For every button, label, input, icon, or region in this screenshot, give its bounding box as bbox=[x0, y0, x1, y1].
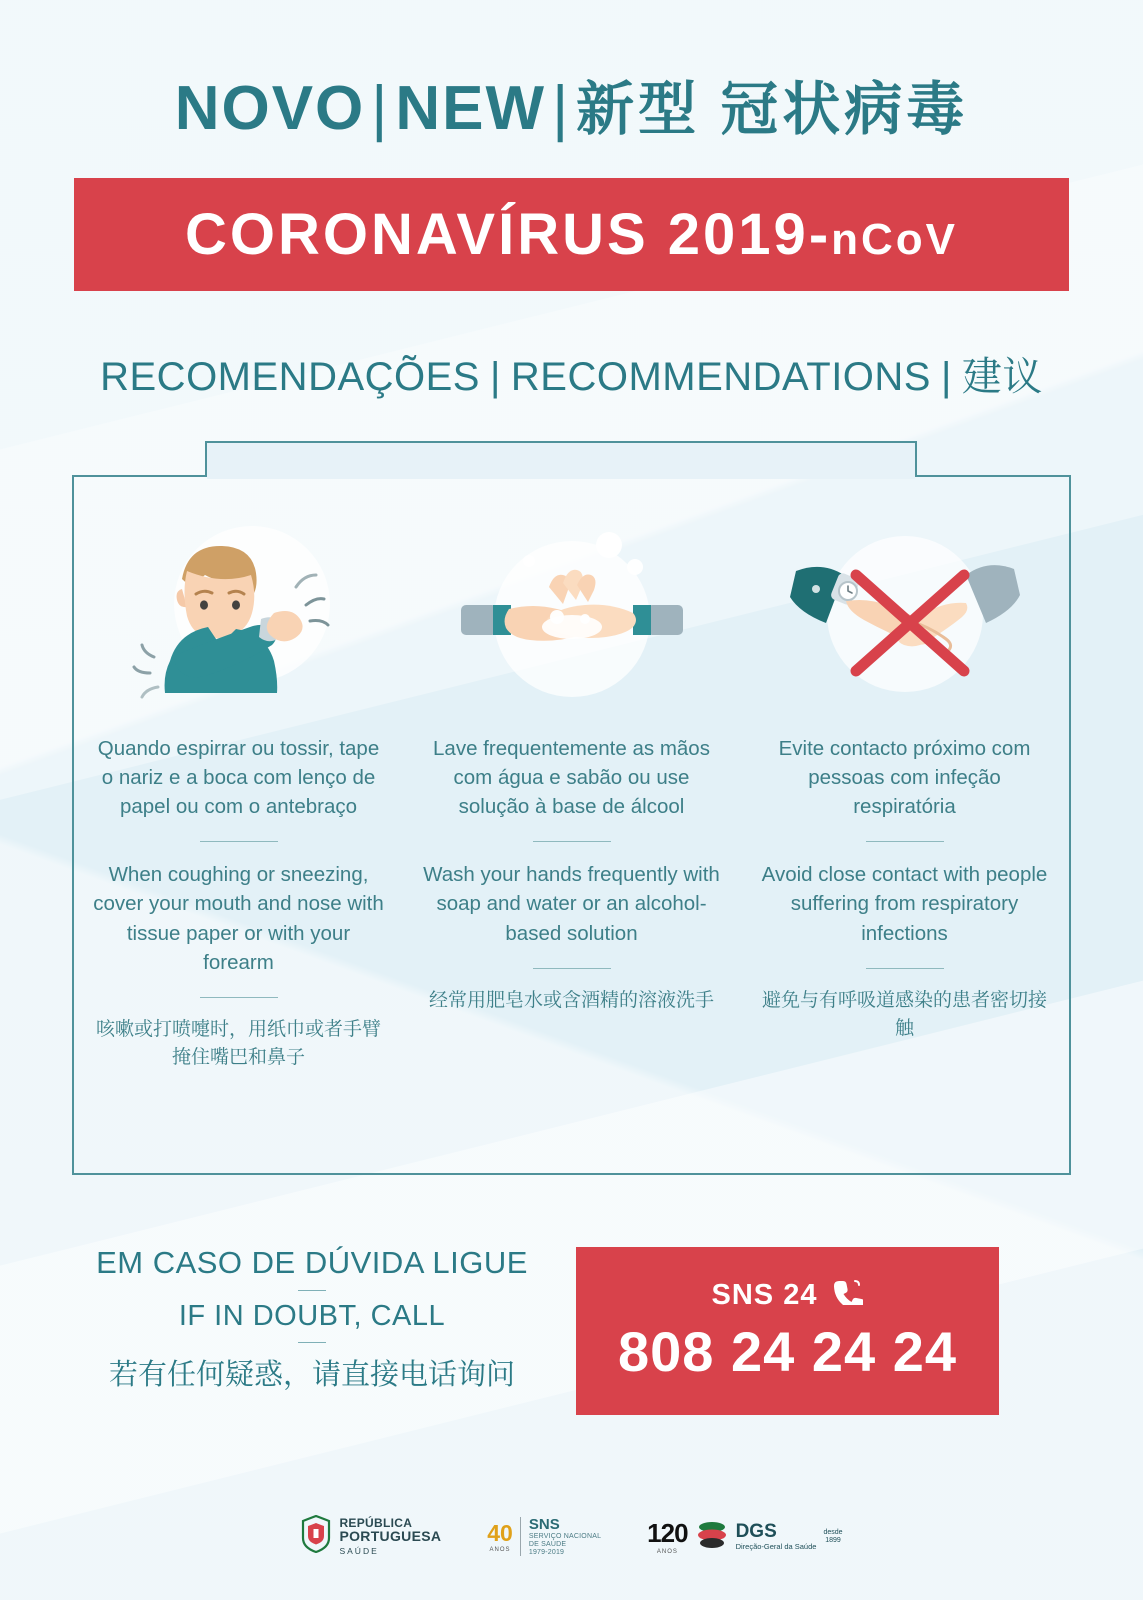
page-title bbox=[0, 62, 1143, 146]
frame-notch-mask bbox=[207, 473, 915, 479]
dgs-mark-icon bbox=[695, 1519, 729, 1554]
recommendation-1-cn: 咳嗽或打喷嚏时，用纸巾或者手臂掩住嘴巴和鼻子 bbox=[95, 1018, 381, 1069]
ncov-label: nCoV bbox=[831, 215, 959, 264]
phone-icon bbox=[829, 1279, 863, 1313]
dgs-line1: DGS bbox=[735, 1520, 777, 1542]
sns-logo-line2: SERVIÇO NACIONAL bbox=[528, 1533, 602, 1541]
anniversary-40-icon bbox=[487, 1520, 513, 1553]
sns-logo-line1: SNS bbox=[528, 1515, 560, 1533]
doubt-cn: 若有任何疑惑，请直接电话询问 bbox=[108, 1359, 515, 1391]
recommendations-separator-2: | bbox=[941, 355, 952, 399]
republica-line1: REPÚBLICA bbox=[339, 1515, 413, 1530]
frame-notch bbox=[205, 441, 917, 477]
title-new: NEW bbox=[395, 74, 547, 143]
divider bbox=[298, 1290, 326, 1291]
anniversary-120-number: 120 bbox=[647, 1518, 688, 1548]
dgs-text bbox=[736, 1522, 817, 1551]
title-separator-2: | bbox=[552, 74, 571, 143]
title-separator-1: | bbox=[371, 74, 390, 143]
anniversary-120-label: ANOS bbox=[656, 1549, 678, 1555]
portugal-shield-icon bbox=[300, 1515, 332, 1558]
sns24-callout[interactable] bbox=[576, 1247, 999, 1415]
dgs-logo bbox=[647, 1518, 842, 1555]
recommendation-2-en: Wash your hands frequently with soap and water or an alcohol-based solution bbox=[423, 863, 720, 945]
republica-line2: PORTUGUESA bbox=[339, 1528, 442, 1545]
title-novo: NOVO bbox=[174, 74, 366, 143]
recommendation-1-en: When coughing or sneezing, cover your mouth and nose with tissue paper or with your forearm bbox=[93, 863, 384, 974]
sns-logo-years: 1979-2019 bbox=[528, 1548, 565, 1556]
sns-40-anos-logo bbox=[487, 1517, 601, 1557]
doubt-block bbox=[72, 1245, 552, 1393]
republica-portuguesa-text bbox=[339, 1517, 441, 1556]
divider bbox=[533, 841, 611, 842]
recommendations-cn: 建议 bbox=[961, 355, 1043, 399]
recommendation-2-cn: 经常用肥皂水或含酒精的溶液洗手 bbox=[428, 989, 714, 1011]
sns24-phone-number[interactable]: 808 24 24 24 bbox=[618, 1319, 957, 1383]
title-chinese: 新型 冠状病毒 bbox=[576, 77, 969, 142]
sns-logo-line3: DE SAÚDE bbox=[528, 1540, 567, 1548]
recommendation-column-3 bbox=[738, 495, 1071, 1165]
coronavirus-band-text bbox=[185, 201, 958, 268]
dgs-since-year: 1899 bbox=[825, 1536, 841, 1544]
sns-logo-text bbox=[520, 1517, 601, 1557]
recommendations-en: RECOMMENDATIONS bbox=[510, 355, 931, 399]
coronavirus-red-band bbox=[74, 178, 1069, 291]
dgs-since-label: desde bbox=[823, 1528, 843, 1536]
wash-hands-icon bbox=[457, 509, 687, 724]
recommendation-1-pt: Quando espirrar ou tossir, tape o nariz e a boca com lenço de papel ou com o antebraço bbox=[97, 737, 380, 819]
divider bbox=[298, 1342, 326, 1343]
anniversary-40-label: ANOS bbox=[489, 1547, 511, 1553]
divider bbox=[533, 968, 611, 969]
recommendations-pt: RECOMENDAÇÕES bbox=[100, 355, 480, 399]
footer-logos bbox=[0, 1515, 1143, 1558]
sns24-label: SNS 24 bbox=[711, 1279, 818, 1311]
sneeze-into-elbow-icon bbox=[124, 509, 354, 724]
doubt-pt: EM CASO DE DÚVIDA LIGUE bbox=[96, 1245, 528, 1280]
dgs-line2: Direção-Geral da Saúde bbox=[735, 1541, 817, 1551]
divider bbox=[200, 997, 278, 998]
recommendation-3-en: Avoid close contact with people suffering from respiratory infections bbox=[761, 863, 1048, 945]
recommendation-column-2 bbox=[405, 495, 738, 1165]
anniversary-120-icon bbox=[647, 1518, 687, 1555]
republica-line3: SAÚDE bbox=[339, 1546, 379, 1557]
recommendation-3-cn: 避免与有呼吸道感染的患者密切接触 bbox=[761, 989, 1047, 1040]
doubt-en: IF IN DOUBT, CALL bbox=[178, 1300, 446, 1332]
recommendation-column-1 bbox=[72, 495, 405, 1165]
coronavirus-label: CORONAVÍRUS 2019- bbox=[184, 202, 832, 267]
republica-portuguesa-logo bbox=[300, 1515, 441, 1558]
recommendations-separator-1: | bbox=[490, 355, 501, 399]
divider bbox=[200, 841, 278, 842]
recommendation-2-pt: Lave frequentemente as mãos com água e sabão ou use solução à base de álcool bbox=[433, 737, 710, 819]
anniversary-40-number: 40 bbox=[487, 1520, 513, 1546]
dgs-since bbox=[823, 1529, 842, 1544]
recommendation-3-pt: Evite contacto próximo com pessoas com infeção respiratória bbox=[778, 737, 1031, 819]
recommendations-heading bbox=[0, 345, 1143, 402]
no-handshake-icon bbox=[790, 509, 1020, 724]
sns24-label-row bbox=[712, 1279, 864, 1313]
divider bbox=[866, 841, 944, 842]
divider bbox=[866, 968, 944, 969]
recommendations-columns bbox=[72, 495, 1071, 1165]
